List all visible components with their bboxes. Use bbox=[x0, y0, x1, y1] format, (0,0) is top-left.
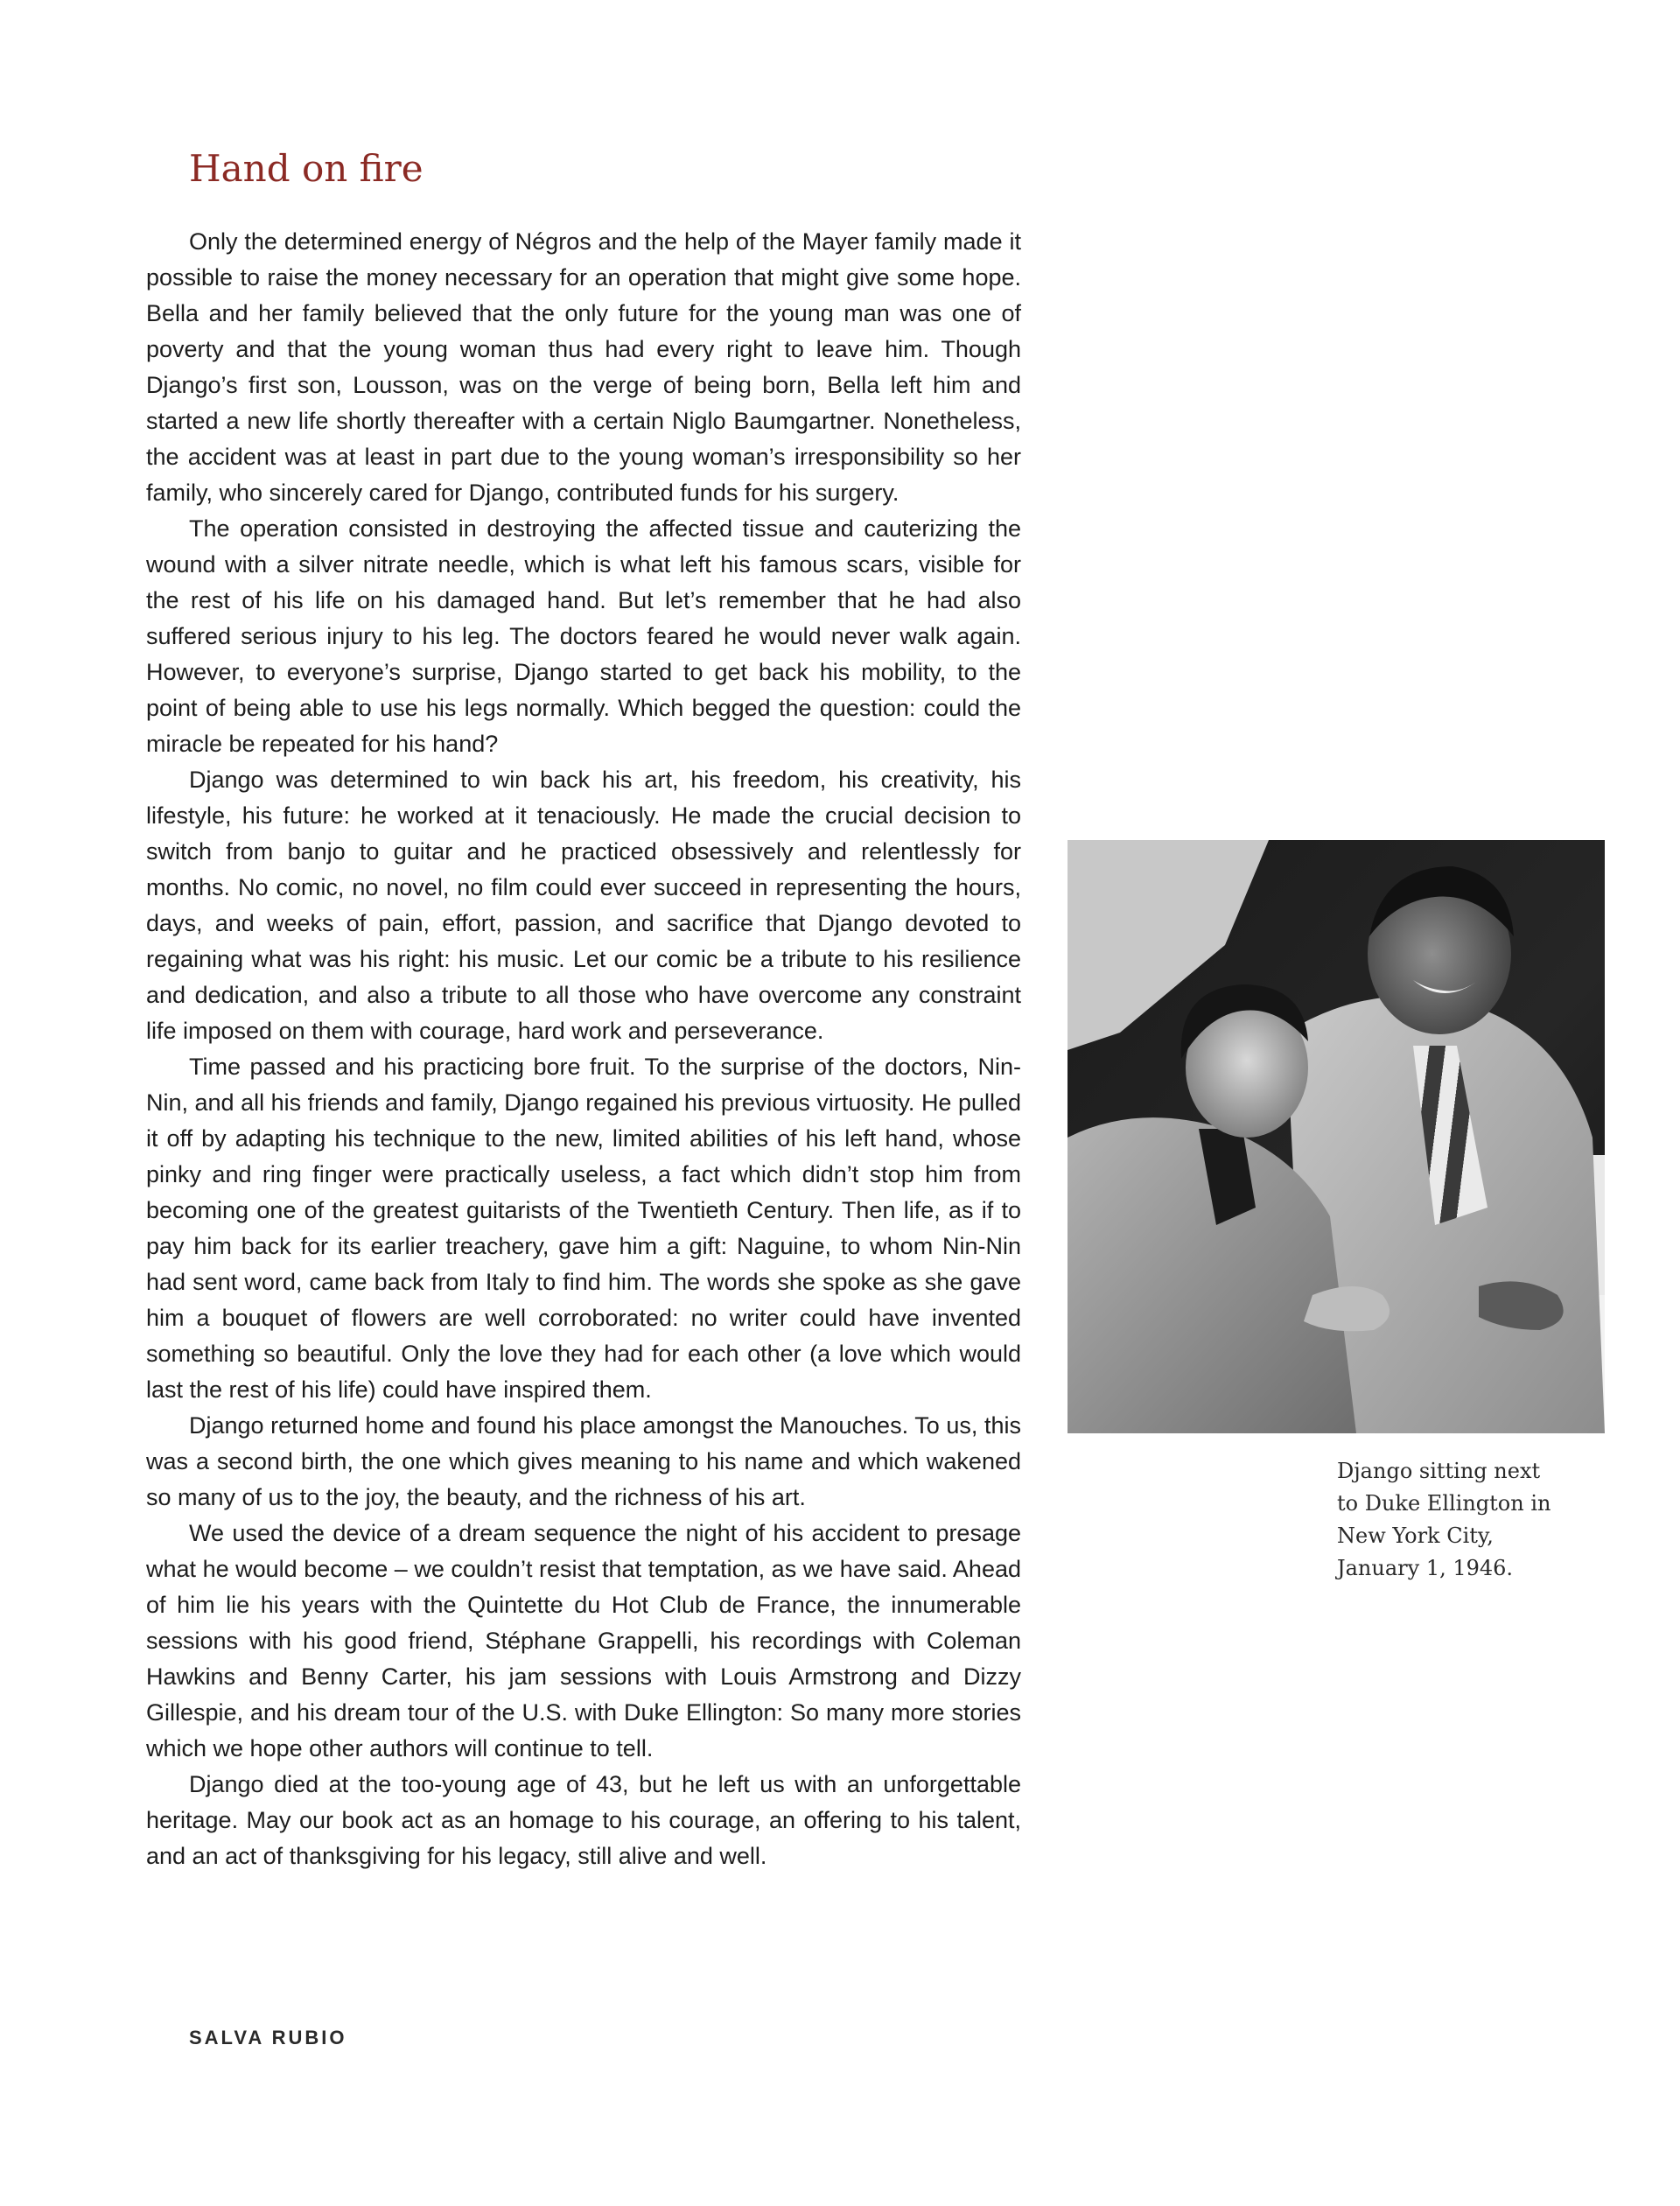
paragraph: Django returned home and found his place amongst the Manouches. To us, this was a second birth, the one which gives meaning to his name and which wakened so many of us to the joy, the beauty, and the richness of his art. bbox=[146, 1412, 1021, 1510]
paragraph: The operation consisted in destroying the affected tissue and cauterizing the wound with a silver nitrate needle, which is what left his famous scars, visible for the rest of his life on his damaged hand. But let’s remember that he had also suffered serious injury to his leg. The doctors feared he would never walk again. However, to everyone’s surprise, Django started to get back his mobility, to the point of being able to use his legs normally. Which begged the question: could the miracle be repeated for his hand? bbox=[146, 515, 1021, 757]
article-body bbox=[146, 224, 1021, 1874]
caption-line: January 1, 1946. bbox=[1337, 1556, 1514, 1580]
paragraph: Time passed and his practicing bore fruit. To the surprise of the doctors, Nin-Nin, and all his friends and family, Django regained his previous virtuosity. He pulled it off by adapting his technique to the new, limited abilities of his left hand, whose pinky and ring finger were practically useless, a fact which didn’t stop him from becoming one of the greatest guitarists of the Twentieth Century. Then life, as if to pay him back for its earlier treachery, gave him a gift: Naguine, to whom Nin-Nin had sent word, came back from Italy to find him. The words she spoke as she gave him a bouquet of flowers are well corroborated: no writer could have invented something so beautiful. Only the love they had for each other (a love which would last the rest of his life) could have inspired them. bbox=[146, 1054, 1022, 1403]
caption-line: New York City, bbox=[1337, 1523, 1494, 1548]
author-name: SALVA RUBIO bbox=[189, 2027, 347, 2048]
chapter-heading: Hand on fire bbox=[189, 147, 424, 190]
caption-line: Django sitting next bbox=[1337, 1459, 1541, 1483]
paragraph: We used the device of a dream sequence the night of his accident to presage what he would become – we couldn’t resist that temptation, as we have said. Ahead of him lie his years with the Quintette du Hot Club de France, the innumerable sessions with his good friend, Stéphane Grappelli, his recordings with Coleman Hawkins and Benny Carter, his jam sessions with Louis Armstrong and Dizzy Gillespie, and his dream tour of the U.S. with Duke Ellington: So many more stories which we hope other authors will continue to tell. bbox=[146, 1520, 1021, 1761]
photo-caption bbox=[1337, 1455, 1600, 1585]
paragraph: Django died at the too-young age of 43, but he left us with an unforgettable heritage. May our book act as an homage to his courage, an offering to his talent, and an act of thanksgiving for his legacy, still alive and well. bbox=[146, 1771, 1021, 1869]
paragraph: Only the determined energy of Négros and the help of the Mayer family made it possible to raise the money necessary for an operation that might give some hope. Bella and her family believed that the only future for the young man was one of poverty and that the young woman thus had every right to leave him. Though Django’s first son, Lousson, was on the verge of being born, Bella left him and started a new life shortly thereafter with a certain Niglo Baumgartner. Nonetheless, the accident was at least in part due to the young woman’s irresponsibility so her family, who sincerely cared for Django, contributed funds for his surgery. bbox=[146, 228, 1021, 506]
photo-django-and-ellington bbox=[1068, 840, 1605, 1433]
paragraph: Django was determined to win back his art, his freedom, his creativity, his lifestyle, his future: he worked at it tenaciously. He made the crucial decision to switch from banjo to guitar and he practiced obsessively and relentlessly for months. No comic, no novel, no film could ever succeed in representing the hours, days, and weeks of pain, effort, passion, and sacrifice that Django devoted to regaining what was his right: his music. Let our comic be a tribute to his resilience and dedication, and also a tribute to all those who have overcome any constraint life imposed on them with courage, hard work and perseverance. bbox=[146, 767, 1021, 1044]
caption-line: to Duke Ellington in bbox=[1337, 1491, 1551, 1516]
